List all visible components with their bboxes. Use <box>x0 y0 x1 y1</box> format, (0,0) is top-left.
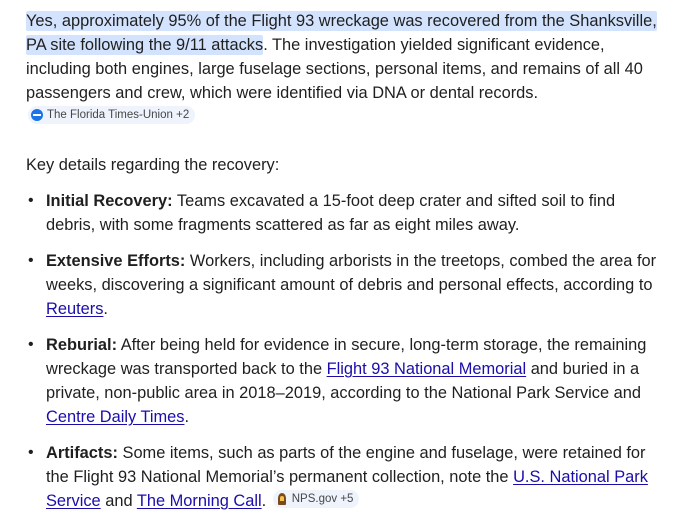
list-item-initial-recovery <box>26 189 660 237</box>
link-the-morning-call[interactable]: The Morning Call <box>136 492 262 510</box>
item-end: . <box>103 300 108 318</box>
link-us-national-park-service[interactable]: U.S. National Park Service <box>46 468 648 510</box>
list-item-artifacts <box>26 441 660 513</box>
key-details-heading: Key details regarding the recovery: <box>26 156 280 174</box>
bullet-icon: • <box>28 192 34 209</box>
item-text: and buried in a private, non-public area in 2018–2019, according to the National Park Service and <box>46 360 641 402</box>
intro-rest: . The investigation yielded significant evidence, including both engines, large fuselage sections, personal items, and remains of all 40 passengers and crew, which were identified via DNA or dental records. <box>26 36 643 102</box>
item-text: Teams excavated a 15-foot deep crater and sifted soil to find debris, with some fragments scattered as far as eight miles away. <box>46 192 616 234</box>
details-list <box>26 189 660 513</box>
item-text: and <box>100 492 137 510</box>
item-heading: Artifacts: <box>46 444 118 462</box>
item-text: Workers, including arborists in the treetops, combed the area for weeks, discovering a significant amount of debris and personal effects, according to <box>46 252 657 294</box>
link-centre-daily-times[interactable]: Centre Daily Times <box>46 408 185 426</box>
item-heading: Initial Recovery: <box>46 192 173 210</box>
source-chip-label: NPS.gov +5 <box>291 493 354 505</box>
bullet-icon: • <box>28 444 34 461</box>
link-reuters[interactable]: Reuters <box>46 300 104 318</box>
highlighted-answer: Yes, approximately 95% of the Flight 93 wreckage was recovered from the Shanksville, PA site following the 9/11 attacks <box>26 12 657 54</box>
item-end: . <box>261 492 271 510</box>
bullet-icon: • <box>28 252 34 269</box>
item-heading: Reburial: <box>46 336 118 354</box>
florida-times-union-icon <box>31 109 43 121</box>
nps-arrowhead-icon <box>276 493 288 505</box>
source-chip-label: The Florida Times-Union +2 <box>47 109 190 121</box>
item-heading: Extensive Efforts: <box>46 252 186 270</box>
item-end: . <box>184 408 190 426</box>
link-flight-93-national-memorial[interactable]: Flight 93 National Memorial <box>326 360 527 378</box>
bullet-icon: • <box>28 336 34 353</box>
item-text: Some items, such as parts of the engine and fuselage, were retained for the Flight 93 National Memorial’s permanent collection, note the <box>46 444 646 486</box>
list-item-reburial <box>26 333 660 429</box>
item-text: After being held for evidence in secure, long-term storage, the remaining wreckage was transported back to the <box>46 336 647 378</box>
source-chip-nps[interactable] <box>273 490 360 508</box>
list-item-extensive-efforts <box>26 249 660 321</box>
source-chip-florida-times-union[interactable] <box>28 106 195 124</box>
answer-intro <box>26 9 660 129</box>
